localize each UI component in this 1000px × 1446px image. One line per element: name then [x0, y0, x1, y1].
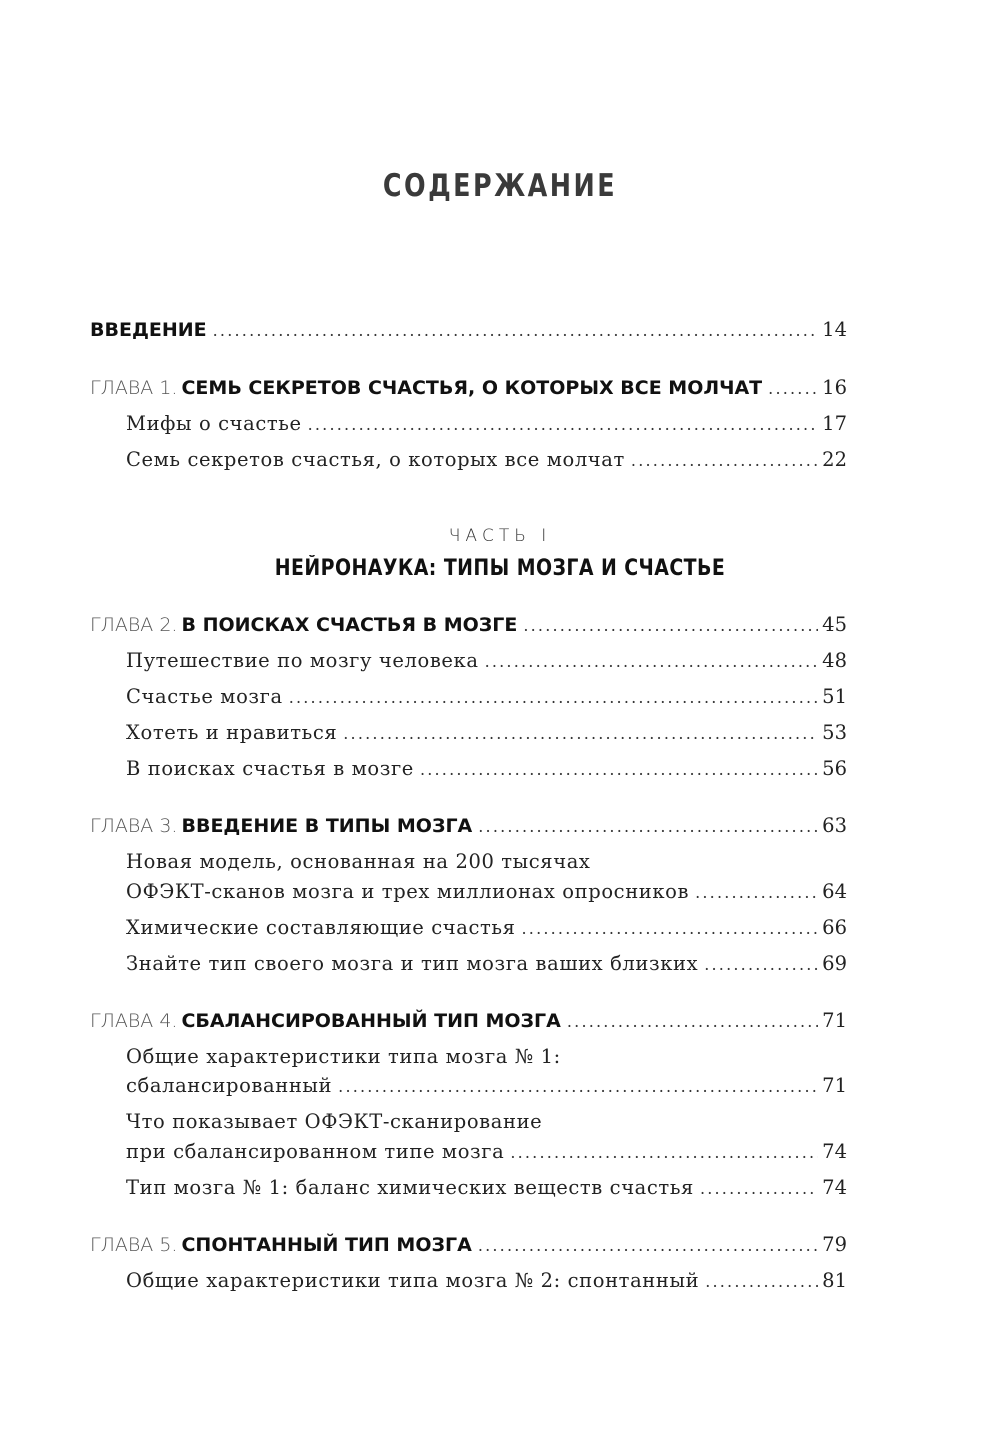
- leader-dots: [695, 885, 818, 901]
- section-title: сбалансированный: [126, 1074, 333, 1097]
- page-number: 66: [822, 916, 847, 939]
- page-number: 71: [822, 1009, 847, 1032]
- leader-dots: [338, 1079, 818, 1095]
- section-title: Знайте тип своего мозга и тип мозга ваших близких: [126, 952, 699, 975]
- page-number: 22: [822, 448, 847, 471]
- section-title: Общие характеристики типа мозга № 2: спонтанный: [126, 1269, 700, 1292]
- page-number: 79: [822, 1233, 847, 1256]
- page-number: 63: [822, 814, 847, 837]
- section-title: Хотеть и нравиться: [126, 721, 338, 744]
- chapter-prefix: ГЛАВА 3.: [90, 815, 178, 837]
- chapter-title: СПОНТАННЫЙ ТИП МОЗГА: [181, 1234, 472, 1256]
- chapter-prefix: ГЛАВА 5.: [90, 1234, 178, 1256]
- toc-entry-chapter-1[interactable]: [90, 376, 847, 399]
- toc-entry-intro[interactable]: [90, 318, 847, 341]
- section-title: В поисках счастья в мозге: [126, 757, 414, 780]
- page-number: 81: [822, 1269, 847, 1292]
- page-number: 17: [822, 412, 847, 435]
- toc-entry-chapter-2[interactable]: [90, 613, 847, 636]
- page-number: 14: [822, 318, 847, 341]
- leader-dots: [510, 1145, 818, 1161]
- chapter-prefix: ГЛАВА 2.: [90, 614, 178, 636]
- page-title: СОДЕРЖАНИЕ: [382, 168, 618, 204]
- page-number: 53: [822, 721, 847, 744]
- toc-entry-section[interactable]: [126, 880, 847, 903]
- chapter-title: СЕМЬ СЕКРЕТОВ СЧАСТЬЯ, О КОТОРЫХ ВСЕ МОЛЧАТ: [181, 377, 763, 399]
- page-number: 45: [822, 613, 847, 636]
- leader-dots: [485, 654, 819, 670]
- leader-dots: [631, 453, 818, 469]
- toc-entry-section[interactable]: [126, 649, 847, 672]
- chapter-title: ВВЕДЕНИЕ В ТИПЫ МОЗГА: [181, 815, 473, 837]
- toc-entry-section[interactable]: [126, 1176, 847, 1199]
- page-number: 74: [822, 1176, 847, 1199]
- chapter-title: В ПОИСКАХ СЧАСТЬЯ В МОЗГЕ: [181, 614, 518, 636]
- toc-entry-chapter-4[interactable]: [90, 1009, 847, 1032]
- leader-dots: [523, 618, 818, 634]
- leader-dots: [768, 381, 818, 397]
- page-number: 69: [822, 952, 847, 975]
- part-label: ЧАСТЬ I: [448, 526, 552, 546]
- section-title: Химические составляющие счастья: [126, 916, 516, 939]
- chapter-prefix: ГЛАВА 1.: [90, 377, 178, 399]
- section-title: при сбалансированном типе мозга: [126, 1140, 505, 1163]
- section-title: Путешествие по мозгу человека: [126, 649, 479, 672]
- section-title-line1: Общие характеристики типа мозга № 1:: [126, 1045, 561, 1068]
- page-number: 48: [822, 649, 847, 672]
- page-number: 71: [822, 1074, 847, 1097]
- leader-dots: [308, 417, 819, 433]
- leader-dots: [478, 819, 818, 835]
- page-number: 64: [822, 880, 847, 903]
- section-title: ОФЭКТ-сканов мозга и трех миллионах опросников: [126, 880, 690, 903]
- leader-dots: [567, 1014, 818, 1030]
- leader-dots: [213, 323, 819, 339]
- toc-entry-chapter-5[interactable]: [90, 1233, 847, 1256]
- toc-entry-section[interactable]: [126, 1140, 847, 1163]
- part-title: НЕЙРОНАУКА: ТИПЫ МОЗГА И СЧАСТЬЕ: [274, 556, 726, 581]
- toc-entry-section[interactable]: [126, 685, 847, 708]
- leader-dots: [705, 1274, 818, 1290]
- chapter-prefix: ГЛАВА 4.: [90, 1010, 178, 1032]
- toc-entry-section[interactable]: [126, 952, 847, 975]
- toc-entry-section[interactable]: [126, 412, 847, 435]
- toc-entry-section[interactable]: [126, 757, 847, 780]
- toc-entry-section[interactable]: [126, 1074, 847, 1097]
- leader-dots: [343, 726, 818, 742]
- page-number: 16: [822, 376, 847, 399]
- page-number: 56: [822, 757, 847, 780]
- section-title: Семь секретов счастья, о которых все молчат: [126, 448, 625, 471]
- section-title: Счастье мозга: [126, 685, 283, 708]
- toc-entry-section[interactable]: [126, 916, 847, 939]
- toc-entry-section[interactable]: [126, 721, 847, 744]
- leader-dots: [704, 957, 818, 973]
- page-number: 51: [822, 685, 847, 708]
- toc-entry-section[interactable]: [126, 1269, 847, 1292]
- leader-dots: [700, 1181, 818, 1197]
- page-number: 74: [822, 1140, 847, 1163]
- leader-dots: [478, 1238, 818, 1254]
- leader-dots: [420, 762, 818, 778]
- chapter-title: СБАЛАНСИРОВАННЫЙ ТИП МОЗГА: [181, 1010, 561, 1032]
- section-title-line1: Что показывает ОФЭКТ-сканирование: [126, 1110, 543, 1133]
- section-title: Тип мозга № 1: баланс химических веществ счастья: [126, 1176, 694, 1199]
- intro-label: ВВЕДЕНИЕ: [90, 319, 207, 341]
- toc-entry-chapter-3[interactable]: [90, 814, 847, 837]
- leader-dots: [522, 921, 819, 937]
- leader-dots: [289, 690, 818, 706]
- section-title-line1: Новая модель, основанная на 200 тысячах: [126, 850, 591, 873]
- toc-entry-section[interactable]: [126, 448, 847, 471]
- section-title: Мифы о счастье: [126, 412, 302, 435]
